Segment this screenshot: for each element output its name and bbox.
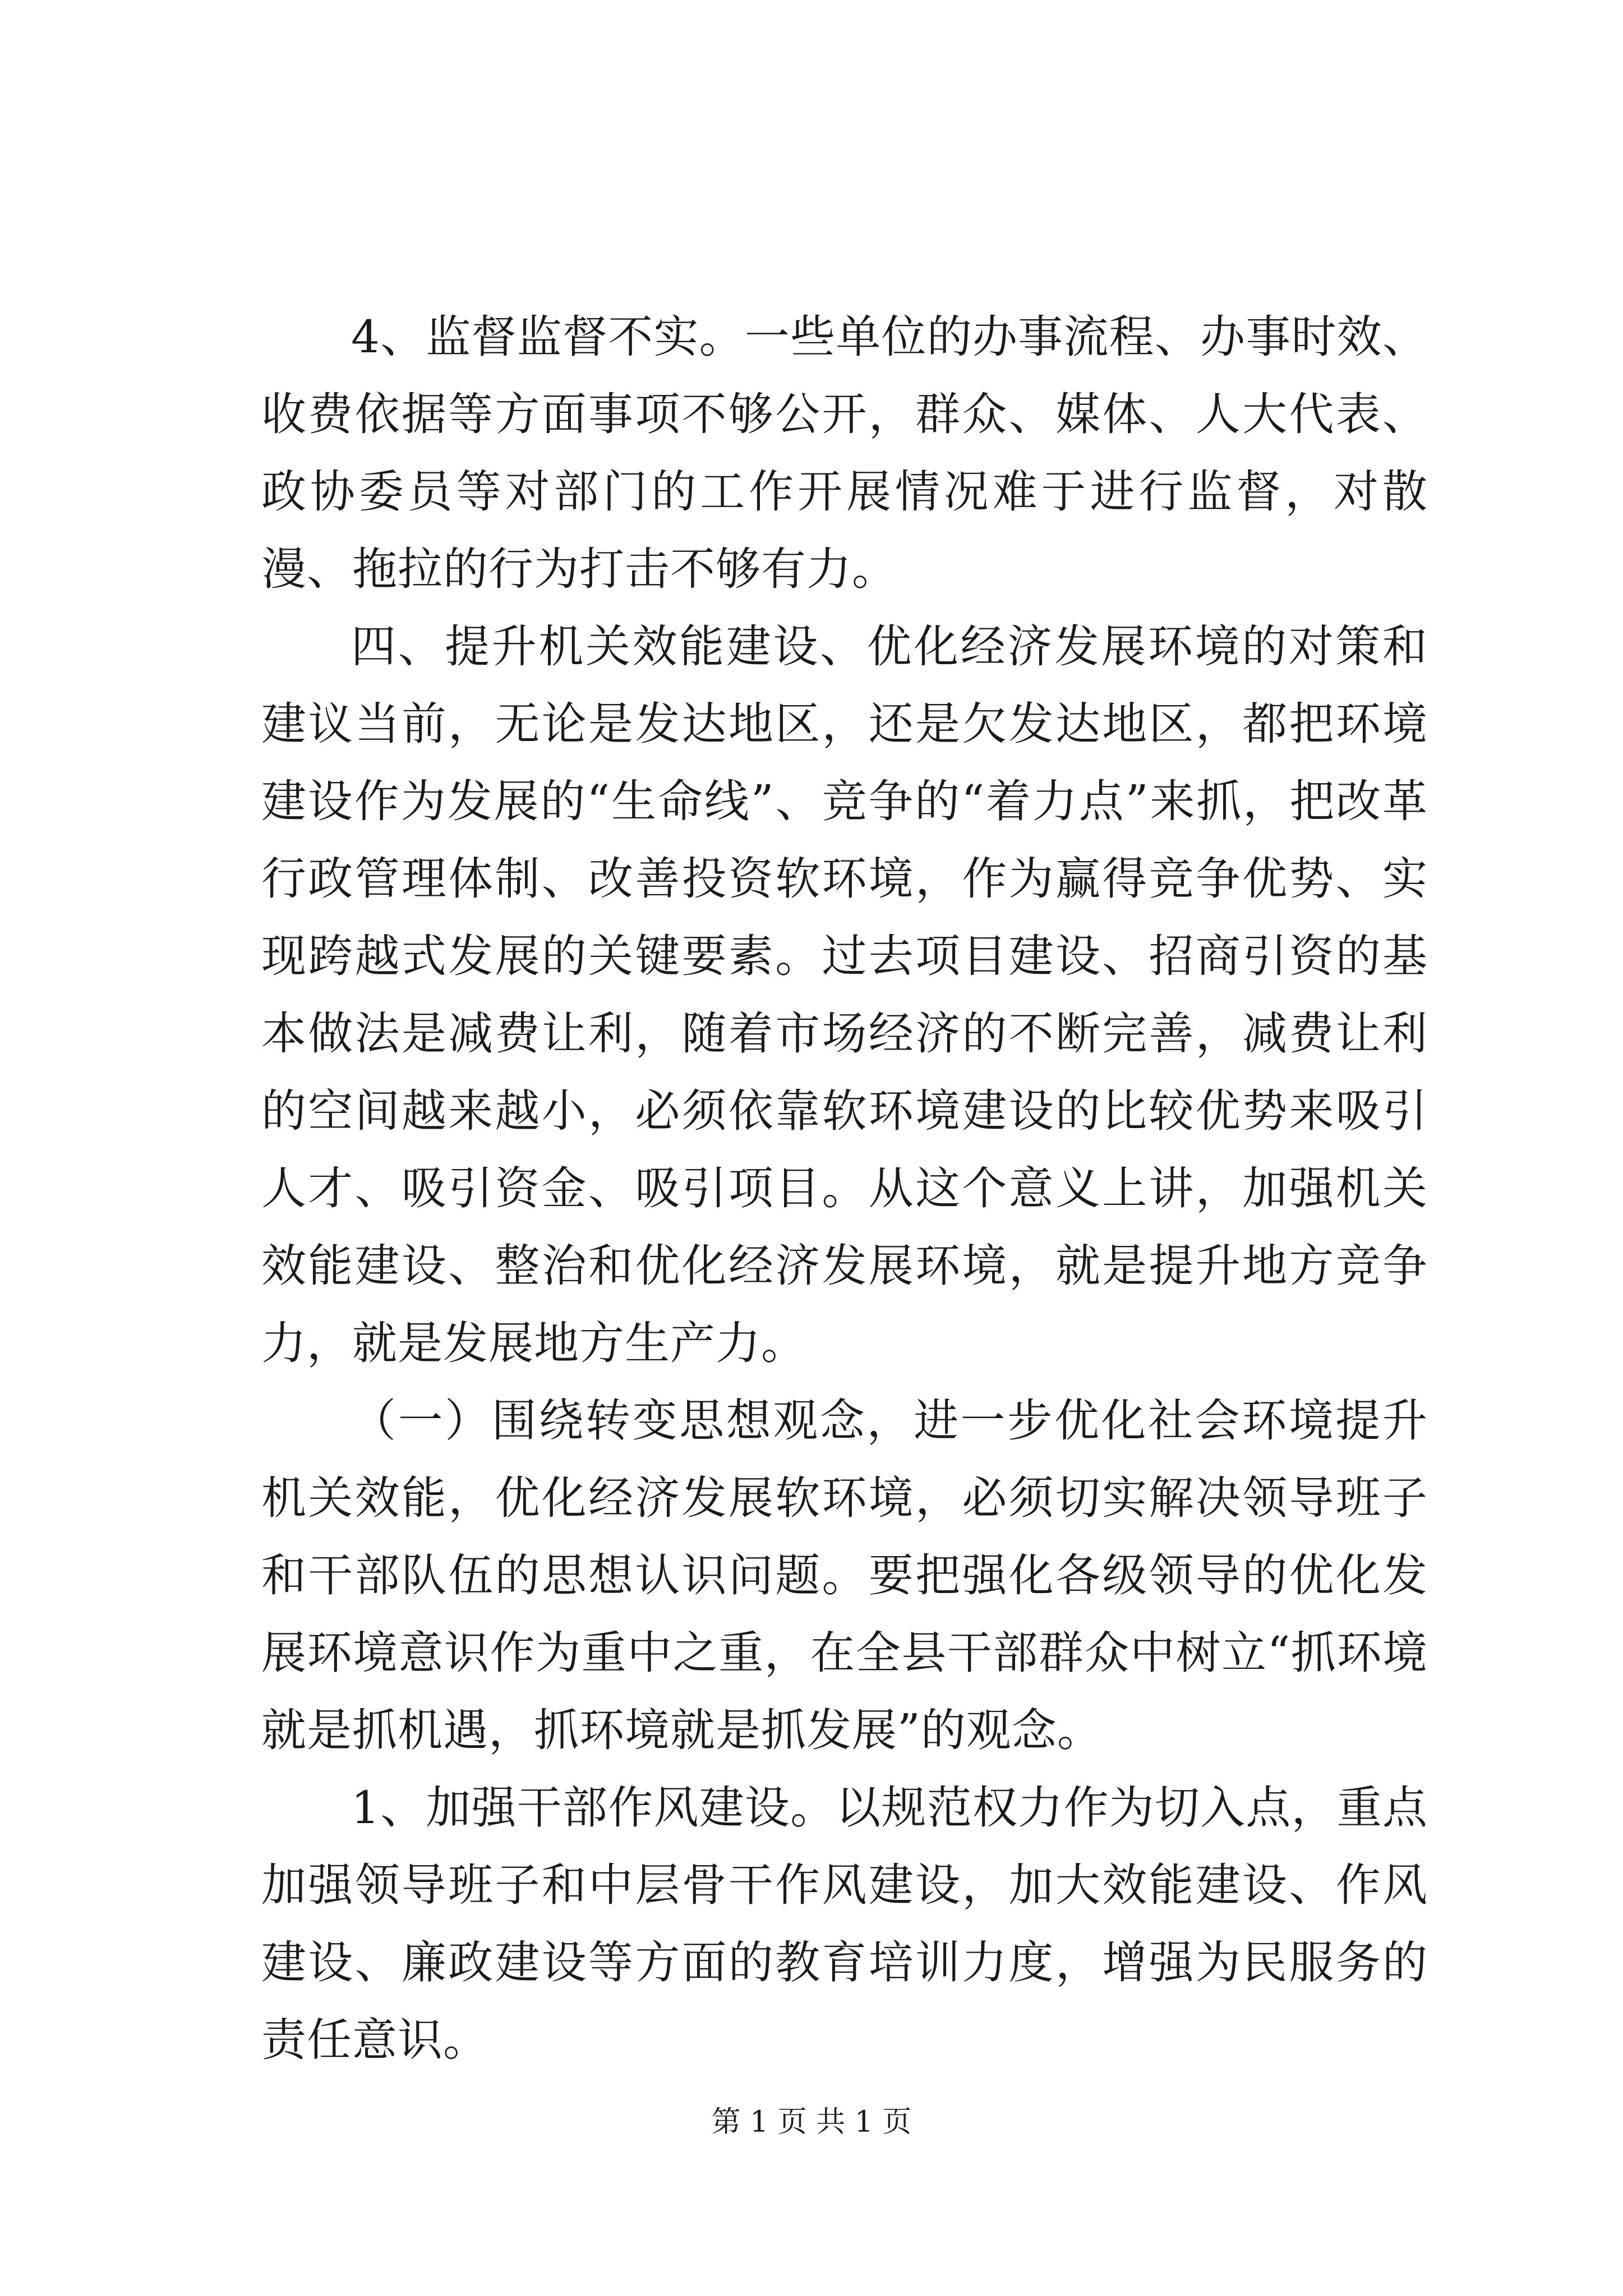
paragraph-3: （一）围绕转变思想观念，进一步优化社会环境提升机关效能，优化经济发展软环境，必须切实解决领导班子和干部队伍的思想认识问题。要把强化各级领导的优化发展环境意识作为重中之重，在全县干部群众中树立“抓环境就是抓机遇，抓环境就是抓发展”的观念。 xyxy=(261,1395,1428,1756)
document-body xyxy=(261,298,1428,2079)
paragraph-1: 4、监督监督不实。一些单位的办事流程、办事时效、收费依据等方面事项不够公开，群众、媒体、人大代表、政协委员等对部门的工作开展情况难于进行监督，对散漫、拖拉的行为打击不够有力。 xyxy=(261,311,1428,595)
paragraph-4: 1、加强干部作风建设。以规范权力作为切入点，重点加强领导班子和中层骨干作风建设，加大效能建设、作风建设、廉政建设等方面的教育培训力度，增强为民服务的责任意识。 xyxy=(261,1782,1428,2066)
paragraph-2: 四、提升机关效能建设、优化经济发展环境的对策和建议当前，无论是发达地区，还是欠发达地区，都把环境建设作为发展的“生命线”、竞争的“着力点”来抓，把改革行政管理体制、改善投资软环境，作为赢得竞争优势、实现跨越式发展的关键要素。过去项目建设、招商引资的基本做法是减费让利，随着市场经济的不断完善，减费让利的空间越来越小，必须依靠软环境建设的比较优势来吸引人才、吸引资金、吸引项目。从这个意义上讲，加强机关效能建设、整治和优化经济发展环境，就是提升地方竞争力，就是发展地方生产力。 xyxy=(261,620,1428,1369)
page-footer: 第 1 页 共 1 页 xyxy=(711,2105,912,2139)
